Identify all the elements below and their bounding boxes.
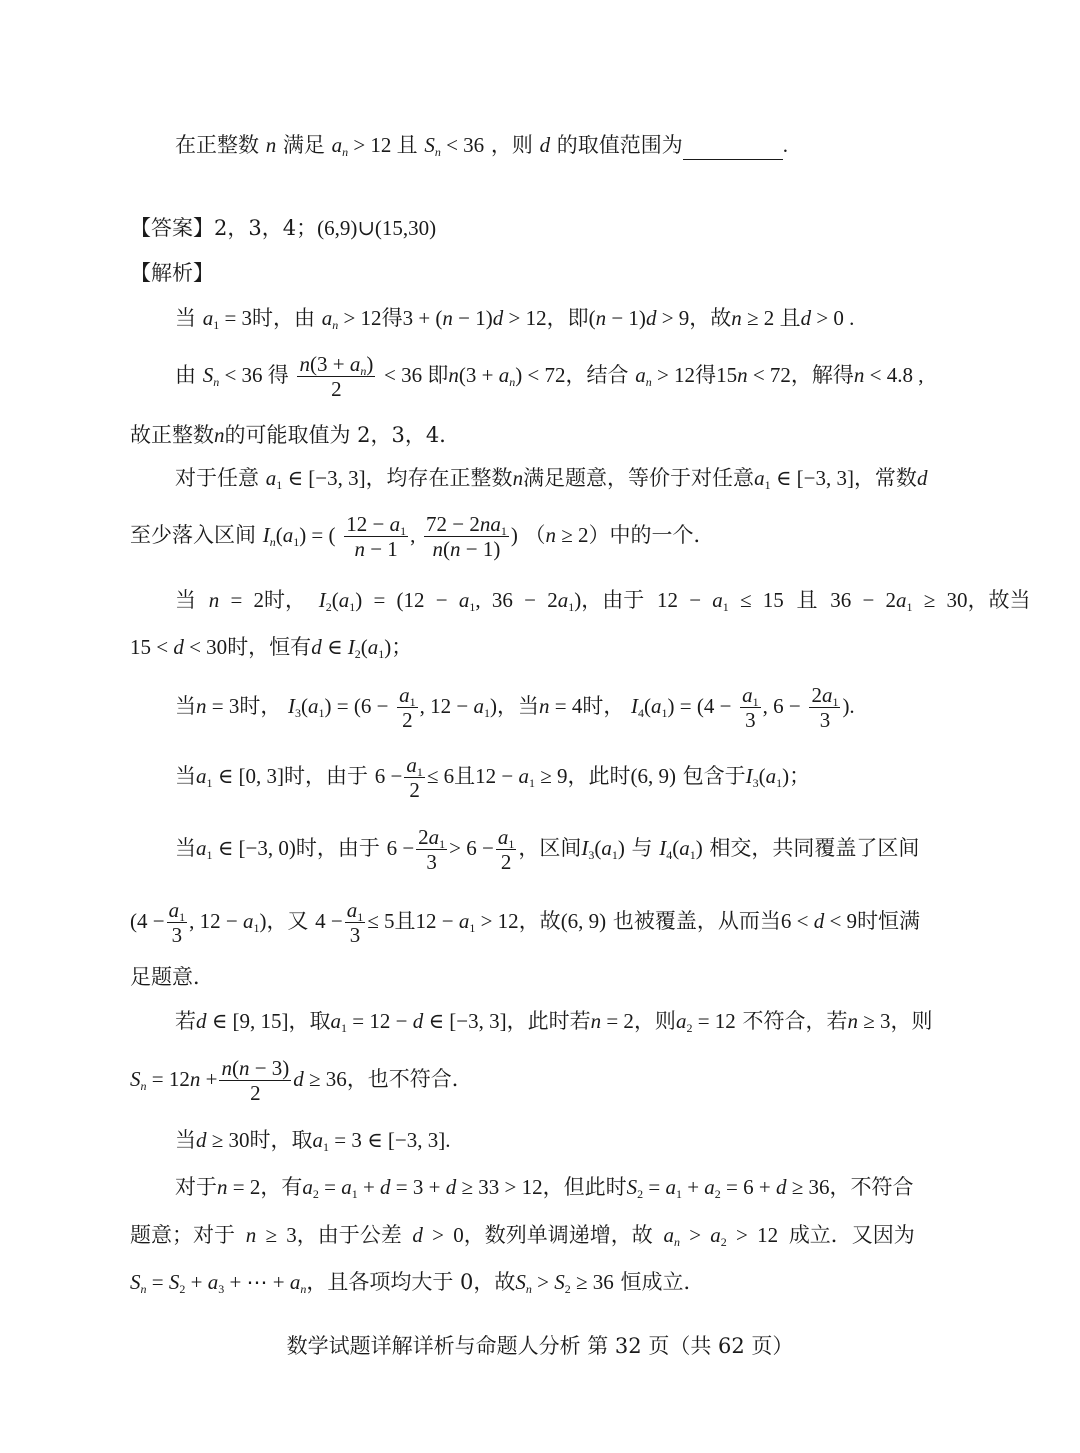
analysis-p9: 当$a_1$ ∈ [0, 3]时，由于 6 − $\frac{a_1}{2}$ ≤ 6且$12 - a_1 \ge 9$，此时(6, 9) 包含于$I_3(a_1)$；	[175, 753, 811, 802]
text: 当	[175, 836, 196, 860]
text: ；	[391, 635, 413, 659]
answer-blank	[683, 137, 783, 160]
text: 时，取	[249, 1128, 313, 1152]
text: 对于任意	[175, 466, 259, 490]
text: ，当	[497, 694, 539, 718]
text: 即	[427, 363, 449, 387]
text: 得	[267, 363, 289, 387]
text: ，则	[633, 1009, 676, 1033]
text: 时，由于	[295, 836, 380, 860]
text: 时，恒有	[227, 635, 312, 659]
text: ，即	[546, 306, 589, 330]
analysis-p16: 对于n = 2，有$a_2 = a_1 + d = 3 + d \ge 33 > 12$，但此时$S_2 = a_1 + a_2 = 6 + d \ge 36$，不符合	[175, 1175, 914, 1201]
answer-label: 【答案】	[130, 216, 214, 240]
text: ，又	[266, 909, 309, 933]
text: 时，	[239, 694, 282, 718]
text: 的可能取值为 2，3，4．	[224, 423, 461, 447]
text: 当	[175, 694, 196, 718]
text: 与	[631, 836, 653, 860]
text: 满足	[282, 133, 325, 157]
text: ，也不符合．	[346, 1067, 473, 1091]
analysis-p17: 题意；对于 n ≥ 3，由于公差 d > 0，数列单调递增，故 $a_n > a_2 > 12$ 成立．又因为	[130, 1223, 915, 1249]
text: 对于	[175, 1175, 217, 1199]
text: ，则	[890, 1009, 933, 1033]
text: 满足题意，等价于对任意	[523, 466, 755, 490]
analysis-p7: 15 < d < 30时，恒有d ∈ $I_2(a_1)$；	[130, 635, 413, 661]
analysis-p15: 当d ≥ 30时，取$a_1 = 3$ ∈ [−3, 3].	[175, 1128, 451, 1154]
analysis-p11: (4 − $\frac{a_1}{3}$ , $12 - a_1$)，又 4 − $\frac{a_1}{3}$ ≤ 5且$12 - a_1 > 12$，故(6, 9) 也被覆盖，从而当6 < d < 9时恒满	[130, 898, 921, 947]
text: 时，	[264, 588, 307, 612]
analysis-p18: $S_n = S_2 + a_3$ + ⋯ + $a_n$，且各项均大于 0，故$S_n > S_2 \ge 36$ 恒成立．	[130, 1270, 705, 1296]
analysis-p8: 当n = 3时， $I_3(a_1) = (6$ − $\frac{a_1}{2}$ , $12 - a_1$)，当n = 4时， $I_4(a_1) = (4$ − $\frac{a_1}{3}$ , 6 − $\frac{2a_1}{3}$ ).	[175, 683, 855, 732]
text: ；	[789, 764, 811, 788]
page-footer: 数学试题详解详析与命题人分析 第 32 页（共 62 页）	[286, 1334, 794, 1358]
text: 且	[396, 133, 418, 157]
text: 当	[175, 306, 196, 330]
text: ，故	[518, 909, 561, 933]
text: ，有	[260, 1175, 303, 1199]
text: 得	[381, 306, 403, 330]
text: ，取	[288, 1009, 331, 1033]
text: 成立．又因为	[788, 1223, 915, 1247]
text: 且	[454, 764, 476, 788]
text: 得	[695, 363, 717, 387]
text: 时恒满	[857, 909, 921, 933]
text: ，不符合	[829, 1175, 914, 1199]
text: ，由于	[581, 588, 645, 612]
text: 的取值范围为	[556, 133, 683, 157]
text: ，解得	[790, 363, 854, 387]
text: ，但此时	[542, 1175, 627, 1199]
text: ，由于公差	[296, 1223, 402, 1247]
analysis-p13: 若d ∈ [9, 15]，取$a_1 = 12 - d$ ∈ [−3, 3]，此时若n = 2，则$a_2 = 12$ 不符合，若n ≥ 3，则	[175, 1009, 933, 1035]
analysis-p5: 至少落入区间 $I_n(a_1)$ = ( $\frac{12 - a_1}{n - 1}$ , $\frac{72 - 2na_1}{n(n - 1)}$ ) （n ≥ 2）中的一个．	[130, 512, 715, 561]
text: ，结合	[565, 363, 629, 387]
text: 故正整数	[130, 423, 214, 447]
text: ，则	[490, 133, 533, 157]
text: 且	[779, 306, 801, 330]
text: 也被覆盖，从而当	[612, 909, 781, 933]
answer-values: 2，3，4；	[214, 216, 318, 240]
text: 且	[796, 588, 818, 612]
text: ，故当	[967, 588, 1031, 612]
text: 若	[175, 1009, 196, 1033]
text: ，区间	[518, 836, 582, 860]
question-tail: 在正整数 n 满足 $a_n > 12$ 且 $S_n < 36$ ，则 d 的取值范围为 .	[175, 133, 788, 159]
text: 相交，共同覆盖了区间	[709, 836, 920, 860]
text: ，数列单调递增，故	[463, 1223, 653, 1247]
analysis-p2: 由 $S_n < 36$ 得 $\frac{n(3 + a_n)}{2}$ < 36 即$n(3 + a_n) < 72$，结合 $a_n > 12$得15n < 72，解得n < 4.8 ,	[175, 352, 924, 401]
text: 时，由于	[284, 764, 369, 788]
text: （	[524, 523, 546, 547]
analysis-p3: 故正整数n的可能取值为 2，3，4．	[130, 423, 461, 447]
analysis-p1: 当 $a_1 = 3$时，由 $a_n > 12$得3 + (n − 1)d > 12，即(n − 1)d > 9，故n ≥ 2 且d > 0 .	[175, 306, 855, 332]
text: ，均存在正整数	[365, 466, 513, 490]
text: ，此时若	[506, 1009, 591, 1033]
text: ，故	[689, 306, 732, 330]
text: 时，	[582, 694, 625, 718]
text: ，且各项均大于 0，故	[306, 1270, 516, 1294]
text: ，此时	[567, 764, 631, 788]
analysis-p12: 足题意．	[130, 965, 214, 989]
analysis-p14: $S_n = 12n$ + $\frac{n(n - 3)}{2}$ d ≥ 36，也不符合．	[130, 1056, 473, 1105]
analysis-label: 【解析】	[130, 261, 214, 285]
text: 包含于	[682, 764, 746, 788]
text: 不符合，若	[742, 1009, 848, 1033]
text: 在正整数	[175, 133, 259, 157]
analysis-p4: 对于任意 $a_1$ ∈ [−3, 3]，均存在正整数n满足题意，等价于对任意$a_1$ ∈ [−3, 3]，常数d	[175, 466, 928, 492]
text: ）中的一个．	[588, 523, 715, 547]
analysis-p10: 当$a_1$ ∈ [−3, 0)时，由于 6 − $\frac{2a_1}{3}$ > 6 − $\frac{a_1}{2}$ ，区间$I_3(a_1)$ 与 $I_4(a_1)$ 相交，共同覆盖了区间	[175, 825, 920, 874]
text: 至少落入区间	[130, 523, 256, 547]
text: 恒成立．	[620, 1270, 705, 1294]
text: 当	[175, 764, 196, 788]
text: 题意；对于	[130, 1223, 235, 1247]
text: 当	[175, 588, 196, 612]
text: ，常数	[853, 466, 917, 490]
text: 且	[394, 909, 416, 933]
analysis-p6: 当 n = 2时， $I_2(a_1) = (12 - a_1$, $36 - 2a_1$)，由于 $12 - a_1 \le 15$ 且 $36 - 2a_1 \ge 30$，故当	[175, 588, 1031, 614]
text: 由	[175, 363, 196, 387]
text: 时，由	[252, 306, 316, 330]
text: 当	[175, 1128, 196, 1152]
answer-line: 【答案】2，3，4；(6,9)∪(15,30)	[130, 216, 437, 240]
